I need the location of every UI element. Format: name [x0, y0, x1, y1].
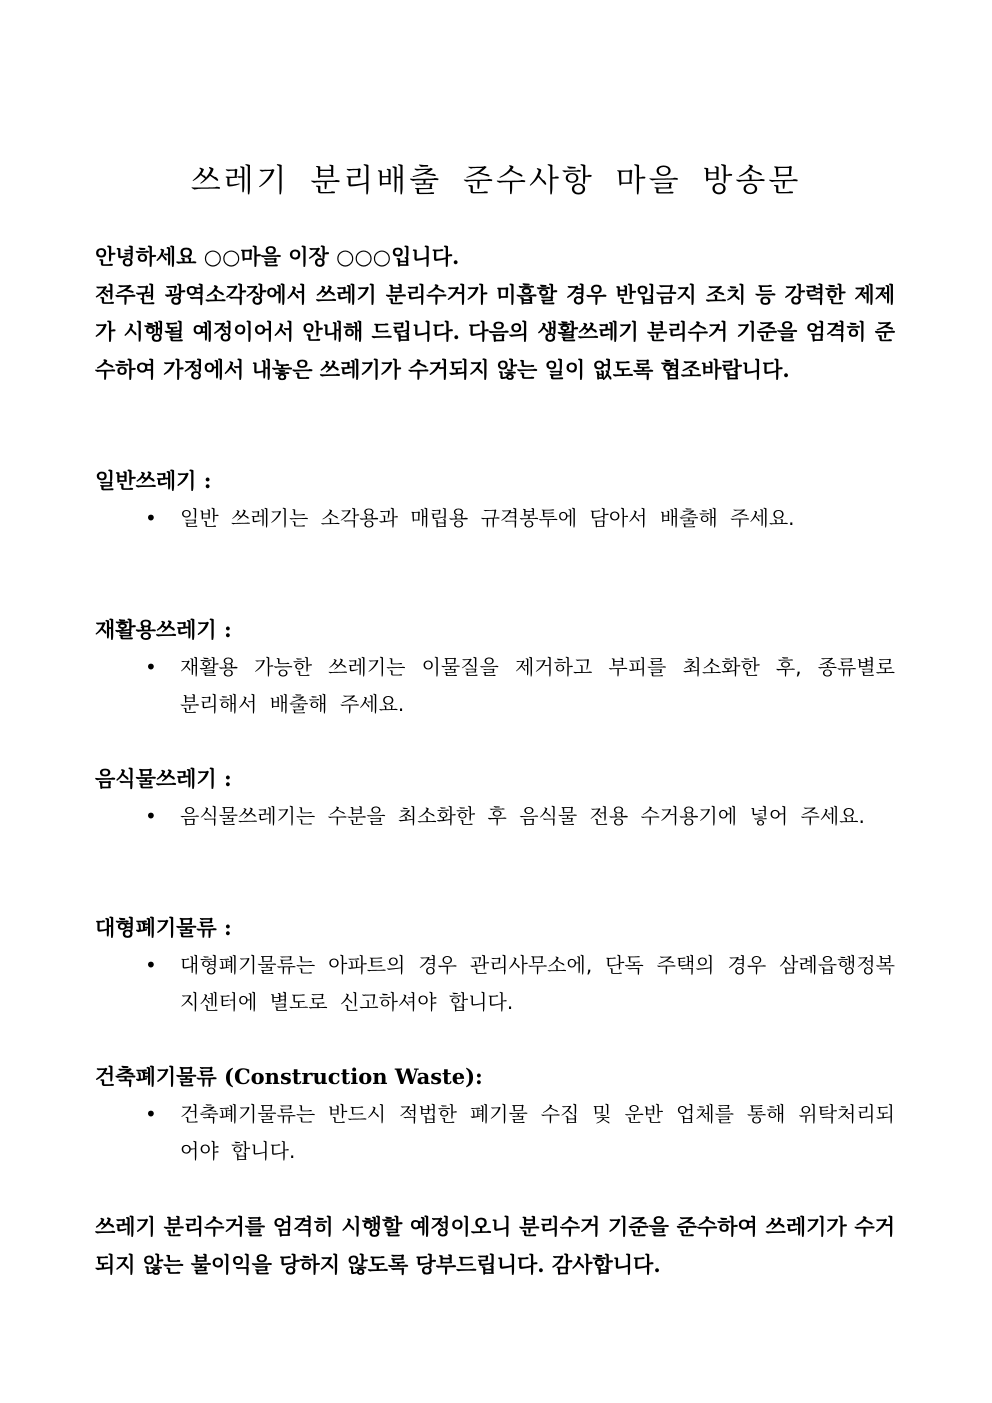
bullet-icon: •: [145, 952, 157, 977]
section-heading: 일반쓰레기 :: [95, 468, 212, 493]
bullet-icon: •: [145, 505, 157, 530]
bullet-icon: •: [145, 1101, 157, 1126]
section-bullet: [95, 1096, 895, 1171]
intro-block: [95, 238, 895, 388]
section-heading: 재활용쓰레기 :: [95, 617, 232, 642]
bullet-text: 대형폐기물류는 아파트의 경우 관리사무소에, 단독 주택의 경우 삼례읍행정복지센터에 별도로 신고하셔야 합니다.: [180, 952, 895, 1014]
section-food-waste: [95, 760, 895, 835]
section-bullet: [95, 947, 895, 1022]
bullet-icon: •: [145, 654, 157, 679]
intro-body: 전주권 광역소각장에서 쓰레기 분리수거가 미흡할 경우 반입금지 조치 등 강력한 제제가 시행될 예정이어서 안내해 드립니다. 다음의 생활쓰레기 분리수거 기준을 엄격히 준수하여 가정에서 내놓은 쓰레기가 수거되지 않는 일이 없도록 협조바랍니다.: [95, 281, 895, 382]
bullet-icon: •: [145, 803, 157, 828]
section-heading: 음식물쓰레기 :: [95, 766, 232, 791]
page-title: 쓰레기 분리배출 준수사항 마을 방송문: [190, 162, 802, 199]
section-construction-waste: [95, 1058, 895, 1171]
section-heading: 건축폐기물류 (Construction Waste):: [95, 1064, 483, 1089]
intro-greeting: 안녕하세요 ○○마을 이장 ○○○입니다.: [95, 244, 460, 269]
section-bullet: [95, 500, 895, 538]
bullet-text: 재활용 가능한 쓰레기는 이물질을 제거하고 부피를 최소화한 후, 종류별로 분리해서 배출해 주세요.: [180, 654, 895, 716]
bullet-text: 일반 쓰레기는 소각용과 매립용 규격봉투에 담아서 배출해 주세요.: [180, 505, 795, 530]
section-general-waste: [95, 462, 895, 537]
section-bullet: [95, 798, 895, 836]
section-bulky-waste: [95, 909, 895, 1022]
closing-paragraph: 쓰레기 분리수거를 엄격히 시행할 예정이오니 분리수거 기준을 준수하여 쓰레기가 수거되지 않는 불이익을 당하지 않도록 당부드립니다. 감사합니다.: [95, 1214, 895, 1277]
bullet-text: 건축폐기물류는 반드시 적법한 폐기물 수집 및 운반 업체를 통해 위탁처리되어야 합니다.: [180, 1101, 895, 1163]
section-bullet: [95, 649, 895, 724]
section-heading: 대형폐기물류 :: [95, 915, 232, 940]
section-recycling: [95, 611, 895, 724]
bullet-text: 음식물쓰레기는 수분을 최소화한 후 음식물 전용 수거용기에 넣어 주세요.: [180, 803, 865, 828]
